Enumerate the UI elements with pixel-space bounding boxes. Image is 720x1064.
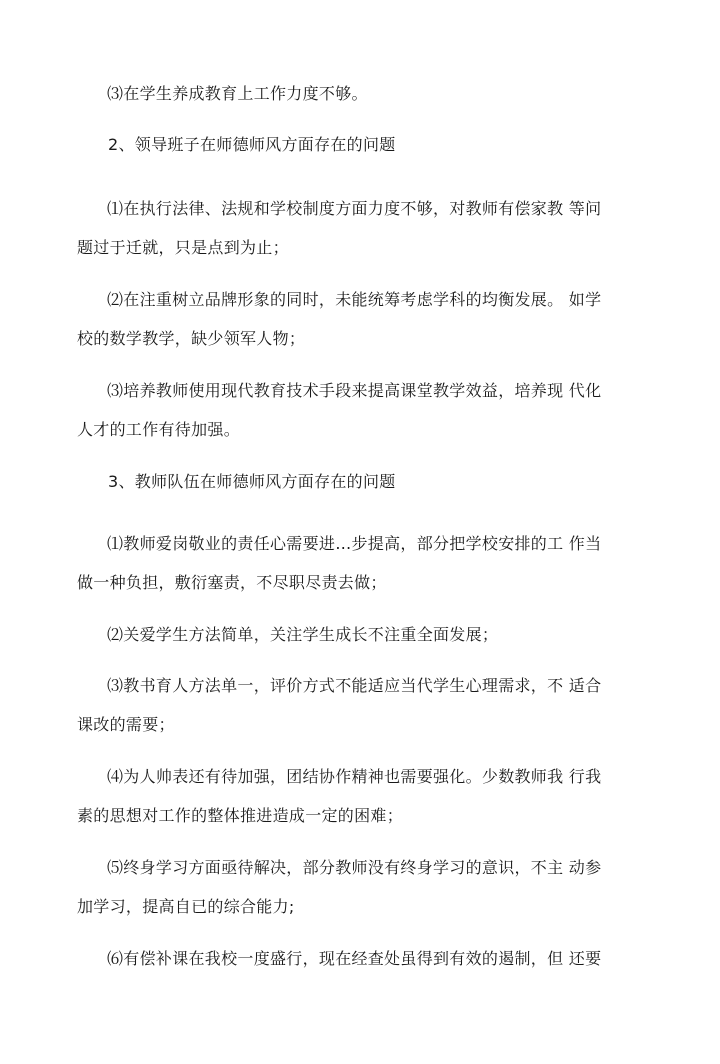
paragraph-line: 题过于迁就，只是点到为止； [77,238,289,257]
paragraph-line: ⑶在学生养成教育上工作力度不够。 [107,84,368,103]
paragraph-line: ⑸终身学习方面亟待解决，部分教师没有终身学习的意识，不主 动参 [107,858,602,877]
section-heading: 2、领导班子在师德师风方面存在的问题 [108,135,396,154]
paragraph-line: 校的数学教学，缺少领军人物； [77,329,306,348]
paragraph-line: ⑶培养教师使用现代教育技术手段来提高课堂教学效益，培养现 代化 [107,381,602,400]
section-heading: 3、教师队伍在师德师风方面存在的问题 [108,472,396,491]
paragraph-line: ⑶教书育人方法单一，评价方式不能适应当代学生心理需求，不 适合 [107,676,602,695]
paragraph-line: 加学习，提高自已的综合能力; [77,897,295,916]
paragraph-line: ⑵在注重树立品牌形象的同时，未能统筹考虑学科的均衡发展。 如学 [107,290,602,309]
paragraph-line: 课改的需要； [77,715,175,734]
paragraph-line: ⑴在执行法律、法规和学校制度方面力度不够，对教师有偿家教 等问 [107,199,602,218]
paragraph-line: ⑹有偿补课在我校一度盛行，现在经查处虽得到有效的遏制，但 还要 [107,949,602,968]
paragraph-line: 素的思想对工作的整体推进造成一定的困难； [77,806,404,825]
paragraph-line: ⑴教师爱岗敬业的责任心需要进…步提高，部分把学校安排的工 作当 [107,534,602,553]
paragraph-line: 做一种负担，敷衍塞责，不尽职尽责去做； [77,573,387,592]
paragraph-line: 人才的工作有待加强。 [77,420,241,439]
paragraph-line: ⑷为人帅表还有待加强，团结协作精神也需要强化。少数教师我 行我 [107,767,602,786]
paragraph-line: ⑵关爱学生方法简单，关注学生成长不注重全面发展； [107,625,499,644]
